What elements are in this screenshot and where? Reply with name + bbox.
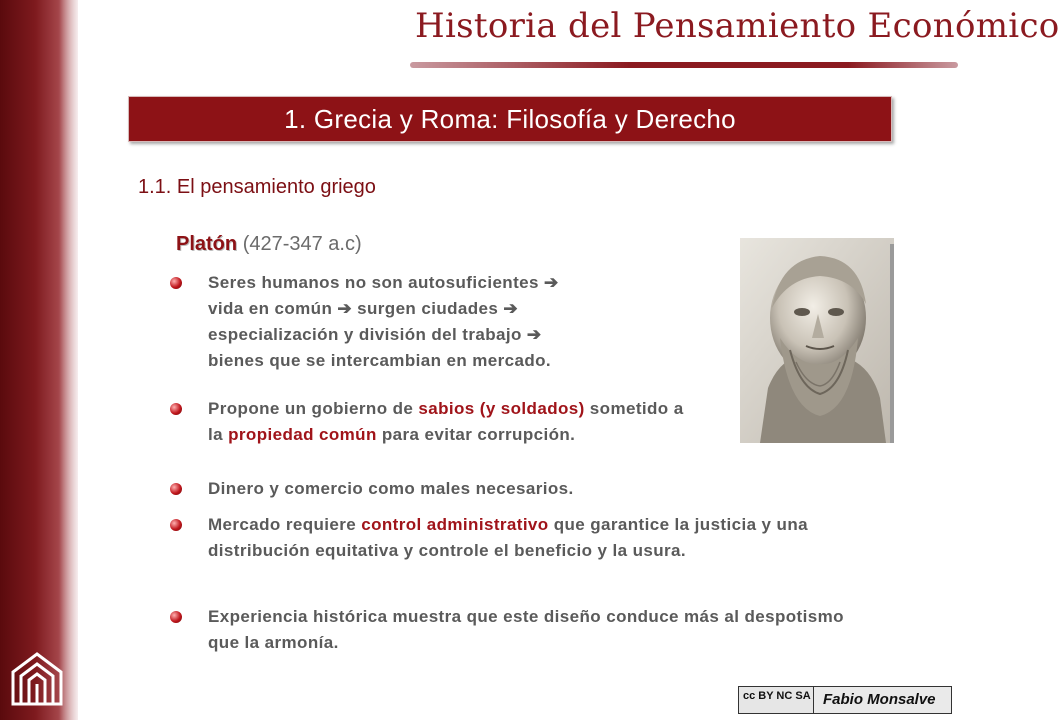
author-name: Fabio Monsalve	[823, 691, 936, 708]
bullet-text: Mercado requiere control administrativo que garantice la justicia y una distribución equitativa y controle el beneficio y la usura.	[208, 515, 808, 560]
right-arrow-icon: ➔	[337, 299, 353, 318]
red-sphere-bullet-icon	[170, 611, 182, 623]
bullet-text: Experiencia histórica muestra que este diseño conduce más al despotismo que la armonía.	[208, 607, 844, 652]
bullet-item	[178, 396, 698, 448]
bullet-item	[178, 476, 858, 502]
bullet-item	[178, 512, 858, 564]
person-heading	[176, 233, 362, 256]
red-sphere-bullet-icon	[170, 483, 182, 495]
red-sphere-bullet-icon	[170, 519, 182, 531]
left-bar-fade	[60, 0, 100, 720]
presentation-title: Historia del Pensamiento Económico	[415, 6, 1060, 46]
red-sphere-bullet-icon	[170, 403, 182, 415]
footer-license-badge	[738, 686, 952, 714]
bullet-text: Propone un gobierno de sabios (y soldados) sometido a la propiedad común para evitar corrupción.	[208, 399, 684, 444]
section-title: 1. Grecia y Roma: Filosofía y Derecho	[128, 96, 892, 142]
creative-commons-icon: cc BY NC SA	[739, 687, 814, 713]
person-dates: (427-347 a.c)	[242, 233, 362, 255]
bullet-text: Seres humanos no son autosuficientes ➔ vida en común ➔ surgen ciudades ➔ especialización y división del trabajo ➔ bienes que se intercambian en mercado.	[208, 273, 559, 370]
plato-portrait-image	[740, 238, 894, 443]
right-arrow-icon: ➔	[526, 325, 542, 344]
right-arrow-icon: ➔	[543, 273, 559, 292]
university-arch-logo-icon	[8, 650, 66, 708]
subsection-title: 1.1. El pensamiento griego	[138, 176, 376, 198]
person-name: Platón	[176, 233, 238, 255]
header-rule	[410, 62, 958, 68]
red-sphere-bullet-icon	[170, 277, 182, 289]
bullet-text: Dinero y comercio como males necesarios.	[208, 479, 574, 498]
bullet-item	[178, 270, 698, 374]
bullet-item	[178, 604, 858, 656]
right-arrow-icon: ➔	[503, 299, 519, 318]
